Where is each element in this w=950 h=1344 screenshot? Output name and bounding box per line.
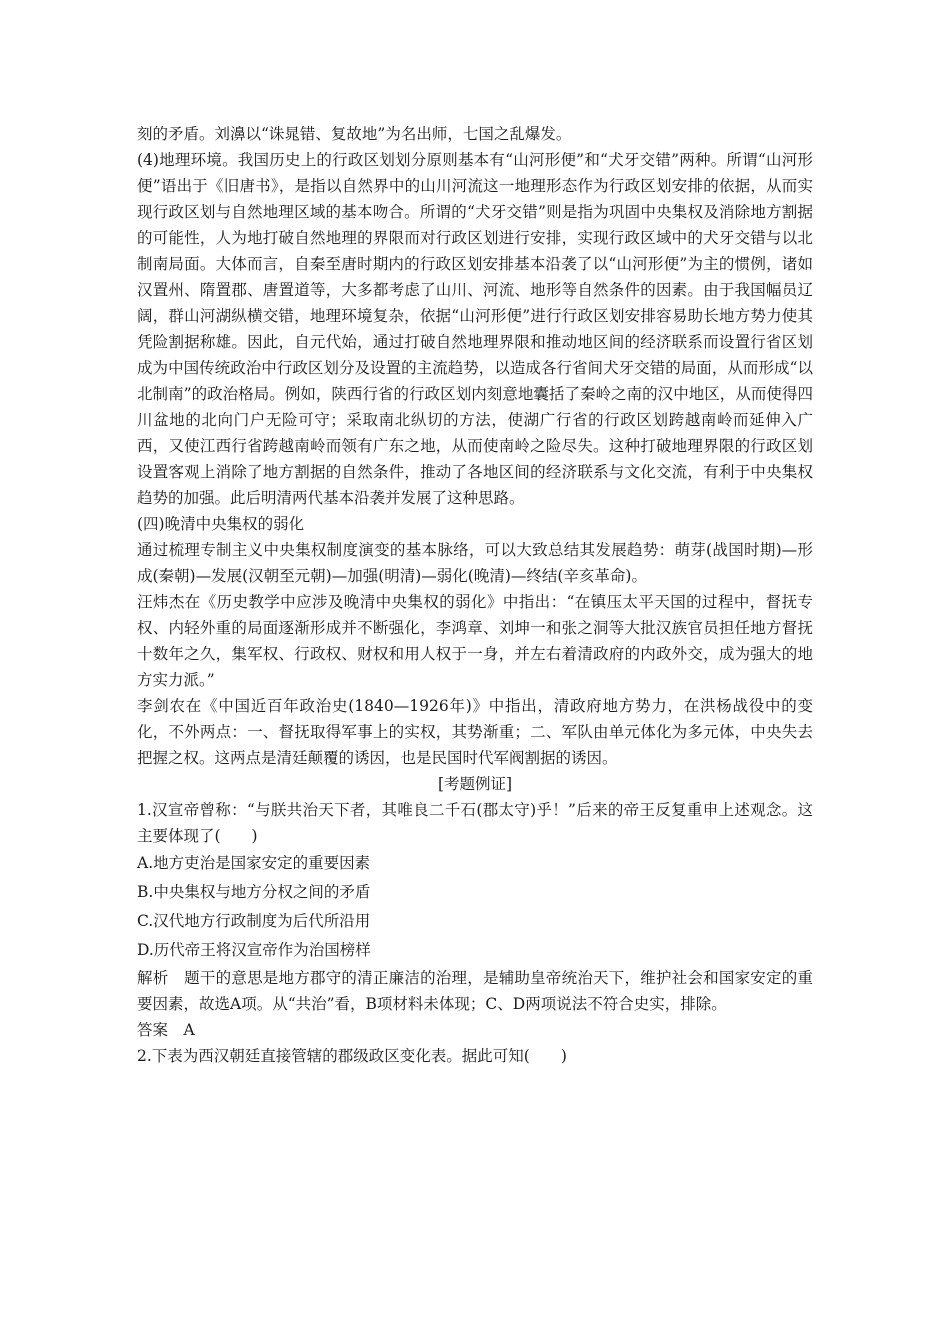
section-heading-late-qing: (四)晚清中央集权的弱化 — [137, 515, 305, 533]
question-1-analysis: 解析 题干的意思是地方郡守的清正廉洁的治理，是辅助皇帝统治天下，维护社会和国家安定的重要因素，故选A项。从“共治”看，B项材料未体现；C、D两项说法不符合史实，排除。 — [137, 969, 813, 1013]
option-c: C.汉代地方行政制度为后代所沿用 — [137, 912, 371, 930]
document-page — [137, 121, 813, 1069]
option-d: D.历代帝王将汉宣帝作为治国榜样 — [137, 941, 371, 959]
question-2 — [137, 1043, 813, 1069]
paragraph-rebellion-end: 刻的矛盾。刘濞以“诛晁错、复故地”为名出师，七国之乱爆发。 — [137, 125, 572, 143]
paragraph-trend-summary: 通过梳理专制主义中央集权制度演变的基本脉络，可以大致总结其发展趋势：萌芽(战国时期)—形成(秦朝)—发展(汉朝至元朝)—加强(明清)—弱化(晚清)—终结(辛亥革命)。 — [137, 541, 813, 585]
question-1 — [137, 797, 813, 1043]
paragraph-wang-quote: 汪炜杰在《历史教学中应涉及晚清中央集权的弱化》中指出：“在镇压太平天国的过程中，督抚专权、内轻外重的局面逐渐形成并不断强化，李鸿章、刘坤一和张之洞等大批汉族官员担任地方督抚十数年之久，集军权、行政权、财权和用人权于一身，并左右着清政府的内政外交，成为强大的地方实力派。” — [137, 593, 813, 689]
option-a: A.地方吏治是国家安定的重要因素 — [137, 854, 371, 872]
paragraph-li-quote: 李剑农在《中国近百年政治史(1840—1926年)》中指出，清政府地方势力，在洪杨战役中的变化，不外两点：一、督抚取得军事上的实权，其势渐重；二、军队由单元体化为多元体，中央失去把握之权。这两点是清廷颠覆的诱因，也是民国时代军阀割据的诱因。 — [137, 697, 813, 767]
question-1-options — [137, 849, 813, 965]
question-1-stem: 1.汉宣帝曾称：“与朕共治天下者，其唯良二千石(郡太守)乎！”后来的帝王反复重申上述观念。这主要体现了( ) — [137, 801, 813, 845]
question-2-stem: 2.下表为西汉朝廷直接管辖的郡级政区变化表。据此可知( ) — [137, 1047, 567, 1065]
option-b: B.中央集权与地方分权之间的矛盾 — [137, 883, 371, 901]
paragraph-geography: (4)地理环境。我国历史上的行政区划划分原则基本有“山河形便”和“犬牙交错”两种。所谓“山河形便”语出于《旧唐书》，是指以自然界中的山川河流这一地理形态作为行政区划安排的依据，从而实现行政区划与自然地理区域的基本吻合。所谓的“犬牙交错”则是指为巩固中央集权及消除地方割据的可能性，人为地打破自然地理的界限而对行政区划进行安排，实现行政区域中的犬牙交错与以北制南局面。大体而言，自秦至唐时期内的行政区划安排基本沿袭了以“山河形便”为主的惯例，诸如汉置州、隋置郡、唐置道等，大多都考虑了山川、河流、地形等自然条件的因素。由于我国幅员辽阔，群山河湖纵横交错，地理环境复杂，依据“山河形便”进行行政区划安排容易助长地方势力使其凭险割据称雄。因此，自元代始，通过打破自然地理界限和推动地区间的经济联系而设置行省区划成为中国传统政治中行政区划分及设置的主流趋势，以造成各行省间犬牙交错的局面，从而形成“以北制南”的政治格局。例如，陕西行省的行政区划内刻意地囊括了秦岭之南的汉中地区，从而使得四川盆地的北向门户无险可守；采取南北纵切的方法，使湖广行省的行政区划跨越南岭而延伸入广西，又使江西行省跨越南岭而领有广东之地，从而使南岭之险尽失。这种打破地理界限的行政区划设置客观上消除了地方割据的自然条件，推动了各地区间的经济联系与文化交流，有利于中央集权趋势的加强。此后明清两代基本沿袭并发展了这种思路。 — [137, 151, 813, 507]
exam-examples-title: [考题例证] — [437, 775, 513, 793]
question-1-answer: 答案 A — [137, 1021, 195, 1039]
